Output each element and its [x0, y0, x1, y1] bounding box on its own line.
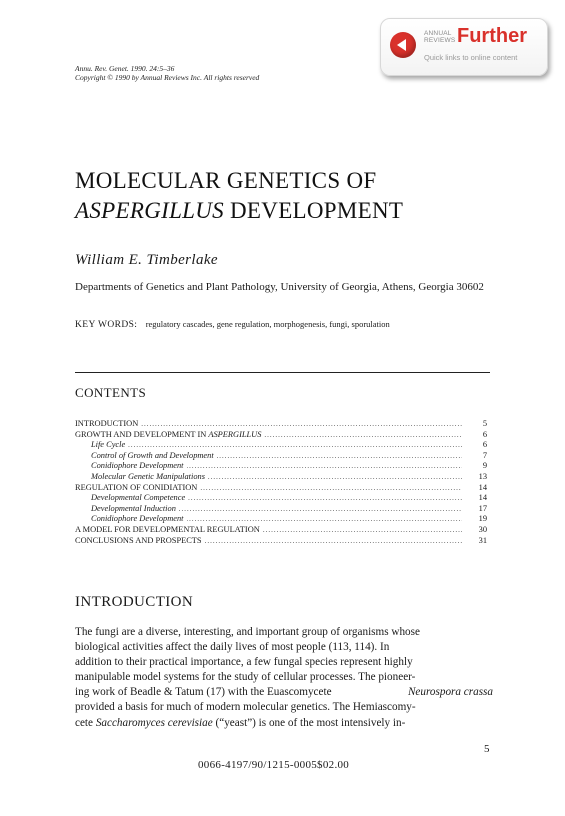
paragraph-line: addition to their practical importance, a few fungal species represent highly: [75, 656, 413, 669]
contents-heading: CONTENTS: [75, 385, 147, 400]
toc-entry[interactable]: GROWTH AND DEVELOPMENT IN ASPERGILLUS ..... 6: [75, 430, 490, 441]
toc-leader: [264, 430, 462, 441]
title-rest: DEVELOPMENT: [223, 198, 404, 223]
citation-line: Annu. Rev. Genet. 1990. 24:5–36: [75, 64, 175, 73]
toc-subentry[interactable]: Life Cycle ..... 6: [75, 440, 490, 451]
annual-reviews-wordmark: ANNUAL REVIEWS: [424, 30, 456, 44]
copyright-line: Copyright © 1990 by Annual Reviews Inc. All rights reserved: [75, 73, 260, 82]
toc-leader: [187, 461, 463, 472]
toc-leader: [141, 419, 462, 430]
further-badge[interactable]: [380, 18, 548, 76]
author-name: William E. Timberlake: [75, 252, 218, 268]
article-title: [75, 166, 403, 226]
toc-subentry[interactable]: Conidiophore Development ..... 9: [75, 461, 490, 472]
toc-leader: [200, 483, 462, 494]
toc-leader: [263, 525, 462, 536]
toc-leader: [188, 493, 462, 504]
toc-leader: [217, 451, 462, 462]
toc-subentry[interactable]: Developmental Competence ..... 14: [75, 493, 490, 504]
toc-leader: [208, 472, 462, 483]
paragraph-line: provided a basis for much of modern molecular genetics. The Hemiascomy-: [75, 701, 416, 714]
paragraph-line: manipulable model systems for the study of cellular processes. The pioneer-: [75, 671, 416, 684]
journal-citation: [75, 64, 259, 82]
paragraph-line: The fungi are a diverse, interesting, and important group of organisms whose: [75, 626, 420, 638]
paragraph-line: ing work of Beadle & Tatum (17) with the Euascomycete Neurospora crassa: [75, 685, 493, 700]
toc-leader: [128, 440, 462, 451]
toc-entry[interactable]: CONCLUSIONS AND PROSPECTS ..... 31: [75, 536, 490, 547]
toc-leader: [179, 504, 462, 515]
keywords-label: KEY WORDS:: [75, 320, 138, 330]
toc-subentry[interactable]: Conidiophore Development ..... 19: [75, 514, 490, 525]
keywords: [75, 319, 390, 330]
toc-subentry[interactable]: Molecular Genetic Manipulations ..... 13: [75, 472, 490, 483]
title-genus: ASPERGILLUS: [75, 198, 224, 223]
toc-entry[interactable]: A MODEL FOR DEVELOPMENTAL REGULATION ..... 30: [75, 525, 490, 536]
paragraph-line: biological activities affect the daily lives of most people (113, 114). In: [75, 641, 390, 654]
toc-entry[interactable]: REGULATION OF CONIDIATION ..... 14: [75, 483, 490, 494]
toc-leader: [187, 514, 463, 525]
paragraph-line: cete Saccharomyces cerevisiae (“yeast”) is one of the most intensively in-: [75, 716, 406, 729]
title-line-2: [75, 196, 403, 226]
footer-code: 0066-4197/90/1215-0005$02.00: [198, 759, 350, 771]
species-name: Neurospora crassa: [407, 686, 493, 699]
toc-subentry[interactable]: Developmental Induction ..... 17: [75, 504, 490, 515]
title-line-1: MOLECULAR GENETICS OF: [75, 168, 377, 193]
further-wordmark: Further: [457, 25, 527, 47]
author-affiliation: Departments of Genetics and Plant Pathology, University of Georgia, Athens, Georgia 30602: [75, 281, 484, 293]
toc-leader: [205, 536, 462, 547]
table-of-contents: [75, 419, 490, 546]
play-back-icon: [390, 32, 416, 58]
toc-subentry[interactable]: Control of Growth and Development ..... 7: [75, 451, 490, 462]
quick-links-text: Quick links to online content: [424, 53, 518, 62]
toc-entry[interactable]: INTRODUCTION ..... 5: [75, 419, 490, 430]
introduction-heading: INTRODUCTION: [75, 594, 194, 610]
species-name: Saccharomyces cerevisiae: [95, 716, 213, 729]
divider-rule: [75, 372, 490, 373]
introduction-paragraph: [75, 625, 493, 731]
page-number: 5: [484, 743, 490, 755]
keywords-text: regulatory cascades, gene regulation, morphogenesis, fungi, sporulation: [145, 319, 390, 329]
